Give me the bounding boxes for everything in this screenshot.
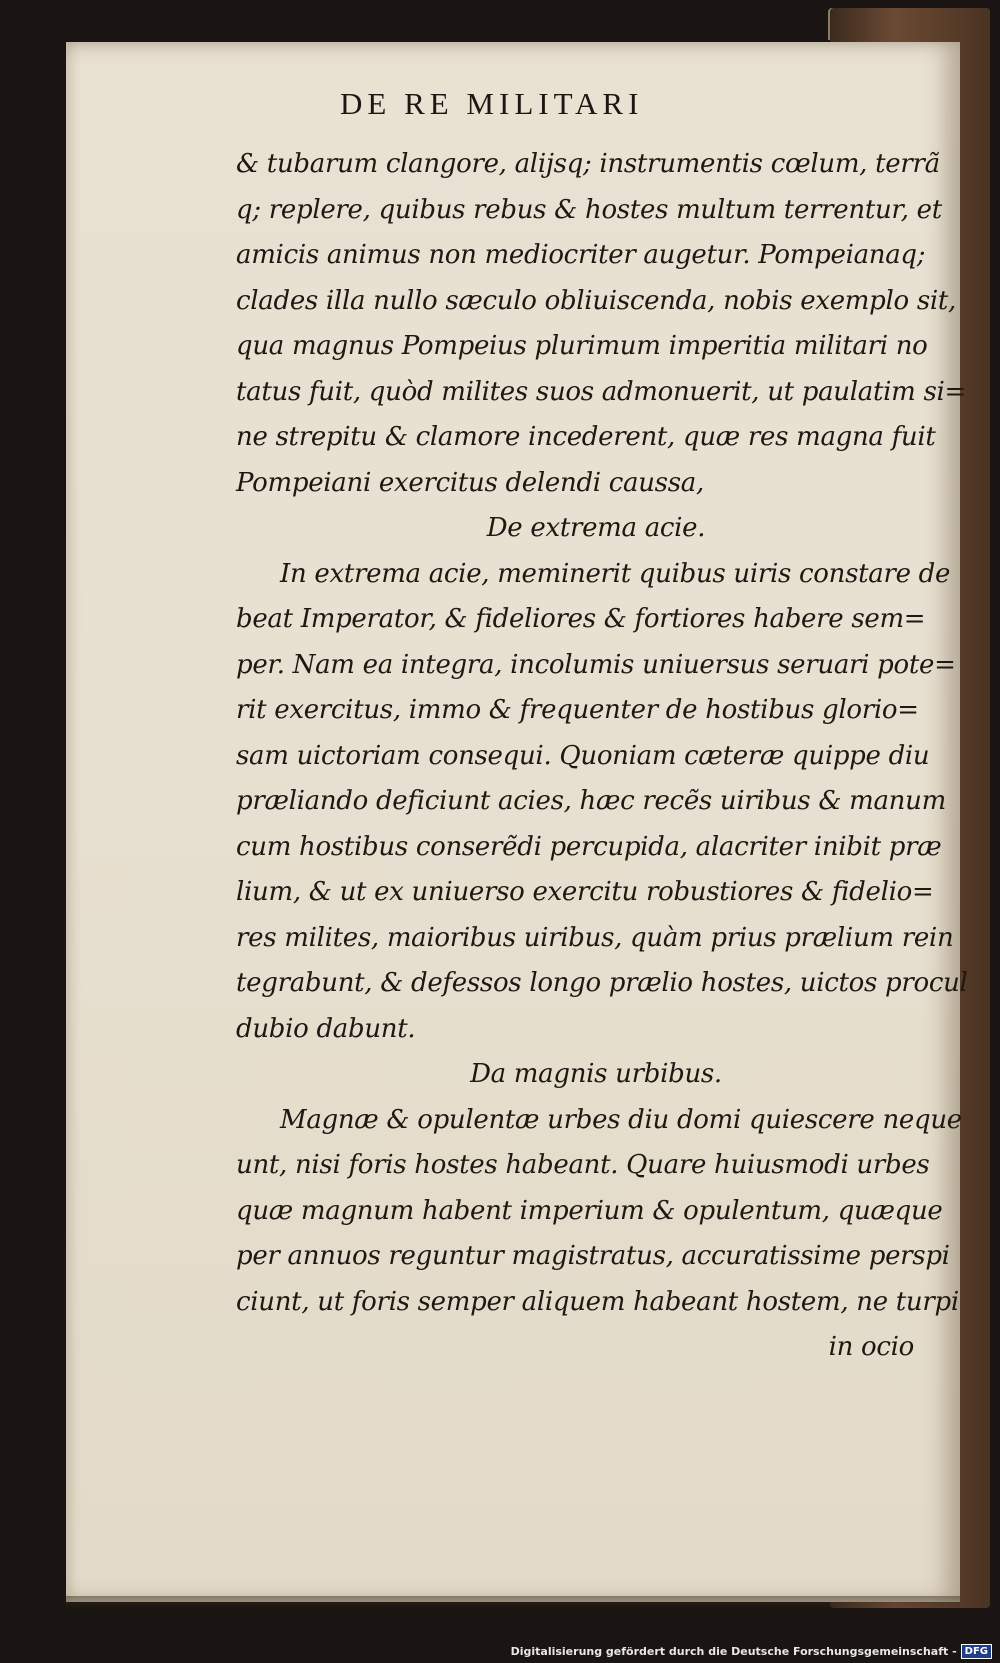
text-line: In extrema acie, meminerit quibus uiris constare de <box>280 558 951 589</box>
text-line: & tubarum clangore, alijsq; instrumentis cœlum, terrã <box>236 149 940 179</box>
text-line: per annuos reguntur magistratus, accuratissime perspi <box>236 1241 950 1271</box>
page-body <box>236 142 968 1371</box>
text-line: amicis animus non mediocriter augetur. Pompeianaq; <box>236 240 926 270</box>
text-line: quæ magnum habent imperium & opulentum, quæque <box>236 1195 943 1226</box>
text-line: ciunt, ut foris semper aliquem habeant hostem, ne turpi <box>236 1286 959 1317</box>
text-line: ne strepitu & clamore incederent, quæ res magna fuit <box>236 422 936 452</box>
text-line: unt, nisi foris hostes habeant. Quare huiusmodi urbes <box>236 1150 930 1180</box>
section-heading-magnis-urbibus: Da magnis urbibus. <box>470 1059 722 1089</box>
text-line: q; replere, quibus rebus & hostes multum terrentur, et <box>236 194 942 225</box>
text-line: Pompeiani exercitus delendi caussa, <box>236 467 704 498</box>
catchword: in ocio <box>828 1332 914 1362</box>
text-line: tegrabunt, & defessos longo prælio hostes, uictos procul <box>236 968 968 998</box>
text-line: dubio dabunt. <box>236 1013 416 1044</box>
text-line: tatus fuit, quòd milites suos admonuerit, ut paulatim si= <box>236 376 966 407</box>
digitization-credit <box>511 1644 992 1659</box>
text-line: rit exercitus, immo & frequenter de hostibus glorio= <box>236 695 919 725</box>
text-line: cum hostibus conserẽdi percupida, alacriter inibit præ <box>236 831 942 862</box>
text-line: beat Imperator, & fideliores & fortiores habere sem= <box>236 604 926 634</box>
text-line: qua magnus Pompeius plurimum imperitia militari no <box>236 331 928 361</box>
dfg-logo: DFG <box>961 1644 992 1659</box>
text-line: præliando deficiunt acies, hæc recẽs uiribus & manum <box>236 786 946 816</box>
text-line: res milites, maioribus uiribus, quàm prius prælium rein <box>236 922 954 953</box>
credit-text: Digitalisierung gefördert durch die Deutsche Forschungsgemeinschaft - <box>510 1645 957 1658</box>
text-line: Magnæ & opulentæ urbes diu domi quiescere neque <box>280 1104 962 1135</box>
text-line: clades illa nullo sæculo obliuiscenda, nobis exemplo sit, <box>236 285 956 316</box>
text-line: sam uictoriam consequi. Quoniam cæteræ quippe diu <box>236 740 930 771</box>
running-head: DE RE MILITARI <box>340 86 644 121</box>
text-line: lium, & ut ex uniuerso exercitu robustiores & fidelio= <box>236 877 934 907</box>
page-shadow <box>66 1596 960 1610</box>
text-line: per. Nam ea integra, incolumis uniuersus seruari pote= <box>236 649 956 680</box>
section-heading-extrema-acie: De extrema acie. <box>486 513 706 543</box>
